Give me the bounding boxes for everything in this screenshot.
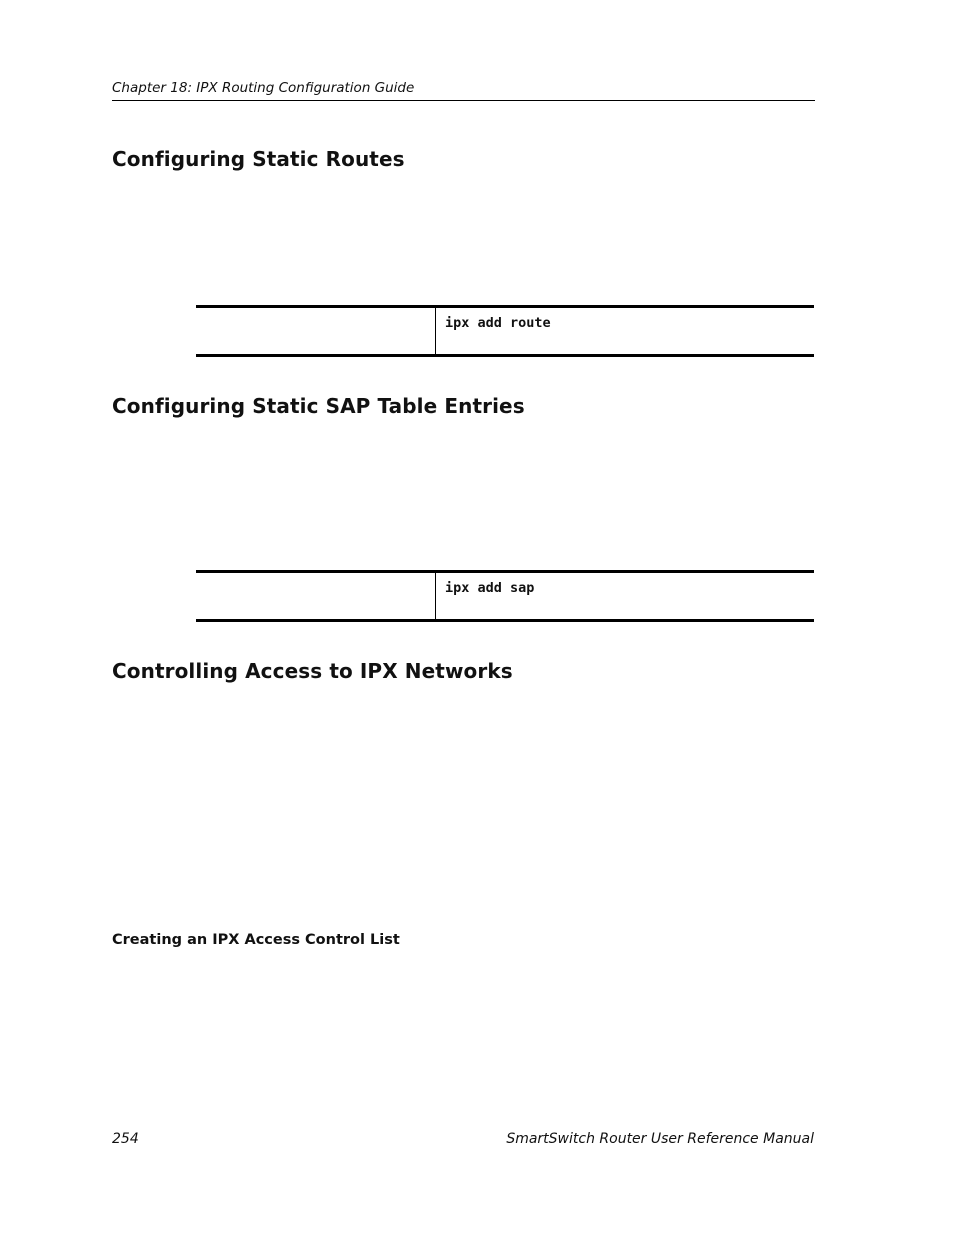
command-table-static-routes: [196, 305, 814, 357]
command-table-left-cell: [196, 308, 436, 354]
running-header: Chapter 18: IPX Routing Configuration Guide: [112, 80, 415, 96]
section-title-static-routes: Configuring Static Routes: [112, 147, 405, 171]
header-rule: [112, 100, 815, 101]
manual-title: SmartSwitch Router User Reference Manual: [506, 1131, 814, 1147]
command-text: ipx add sap: [445, 580, 535, 596]
section-title-access: Controlling Access to IPX Networks: [112, 659, 513, 683]
command-text: ipx add route: [445, 315, 551, 331]
subsection-title-acl: Creating an IPX Access Control List: [112, 932, 400, 948]
page-number: 254: [112, 1131, 139, 1147]
command-table-left-cell: [196, 573, 436, 619]
command-table-static-sap: [196, 570, 814, 622]
section-title-static-sap: Configuring Static SAP Table Entries: [112, 394, 525, 418]
